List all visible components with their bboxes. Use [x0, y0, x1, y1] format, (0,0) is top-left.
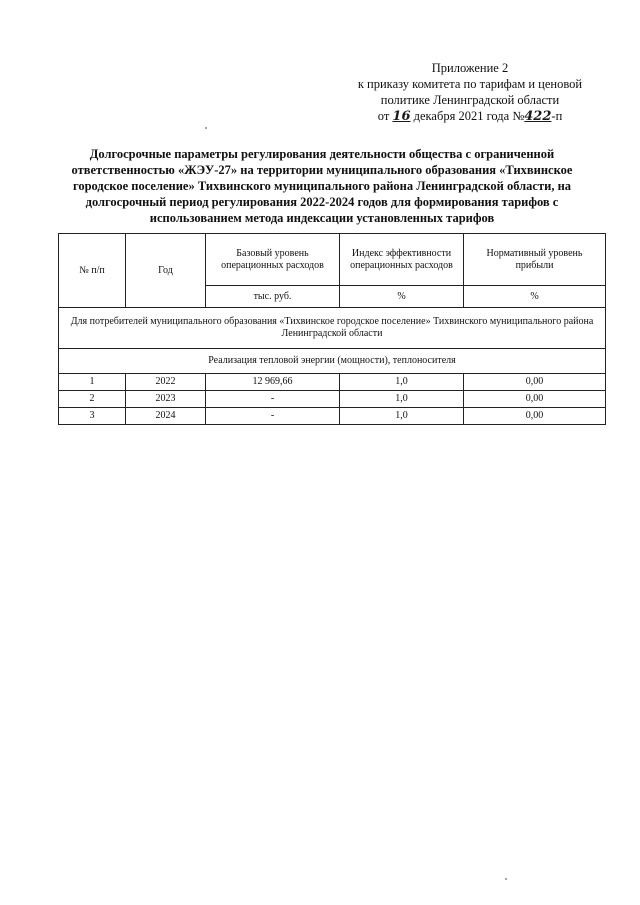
row-num: 3 — [59, 408, 126, 425]
row-index: 1,0 — [340, 408, 464, 425]
appendix-date-line — [330, 108, 610, 125]
order-suffix: -п — [551, 109, 563, 123]
section-service-row — [59, 349, 606, 374]
appendix-order-line: к приказу комитета по тарифам и ценовой — [357, 77, 583, 91]
row-profit: 0,00 — [464, 374, 606, 391]
scan-speck — [205, 127, 207, 129]
table-row — [59, 374, 606, 391]
date-prefix: от — [377, 109, 390, 123]
appendix-committee-line: политике Ленинградской области — [380, 93, 560, 107]
handwritten-day: 16 — [392, 109, 411, 124]
header-profit-level: Нормативный уровень прибыли — [464, 234, 606, 286]
section-service: Реализация тепловой энергии (мощности), теплоносителя — [59, 349, 606, 374]
row-base: - — [206, 408, 340, 425]
row-base: 12 969,66 — [206, 374, 340, 391]
table-row — [59, 391, 606, 408]
row-num: 2 — [59, 391, 126, 408]
scan-speck — [505, 878, 507, 880]
unit-profit: % — [464, 286, 606, 308]
table-row — [59, 408, 606, 425]
unit-base: тыс. руб. — [206, 286, 340, 308]
document-title: Долгосрочные параметры регулирования деятельности общества с ограниченной ответственностью «ЖЭУ-27» на территории муниципального образования «Тихвинское городское поселение» Тихвинского муниципального района Ленинградской области, на долгосрочный период регулирования 2022-2024 годов для формирования тарифов с использованием метода индексации установленных тарифов — [71, 147, 573, 225]
appendix-block — [330, 60, 610, 125]
row-index: 1,0 — [340, 374, 464, 391]
row-profit: 0,00 — [464, 408, 606, 425]
parameters-table — [58, 233, 606, 425]
section-consumer-row — [59, 308, 606, 349]
date-middle: декабря 2021 года № — [413, 109, 525, 123]
row-base: - — [206, 391, 340, 408]
row-profit: 0,00 — [464, 391, 606, 408]
row-index: 1,0 — [340, 391, 464, 408]
header-base-costs: Базовый уровень операционных расходов — [206, 234, 340, 286]
unit-index: % — [340, 286, 464, 308]
row-year: 2022 — [126, 374, 206, 391]
header-num: № п/п — [59, 234, 126, 308]
table-header-row — [59, 234, 606, 286]
appendix-title: Приложение 2 — [431, 61, 509, 75]
section-consumer: Для потребителей муниципального образования «Тихвинское городское поселение» Тихвинского муниципального района Ленинградской области — [59, 308, 606, 349]
handwritten-number: 422 — [524, 109, 552, 124]
row-year: 2024 — [126, 408, 206, 425]
header-year: Год — [126, 234, 206, 308]
row-year: 2023 — [126, 391, 206, 408]
header-efficiency-index: Индекс эффективности операционных расходов — [340, 234, 464, 286]
row-num: 1 — [59, 374, 126, 391]
